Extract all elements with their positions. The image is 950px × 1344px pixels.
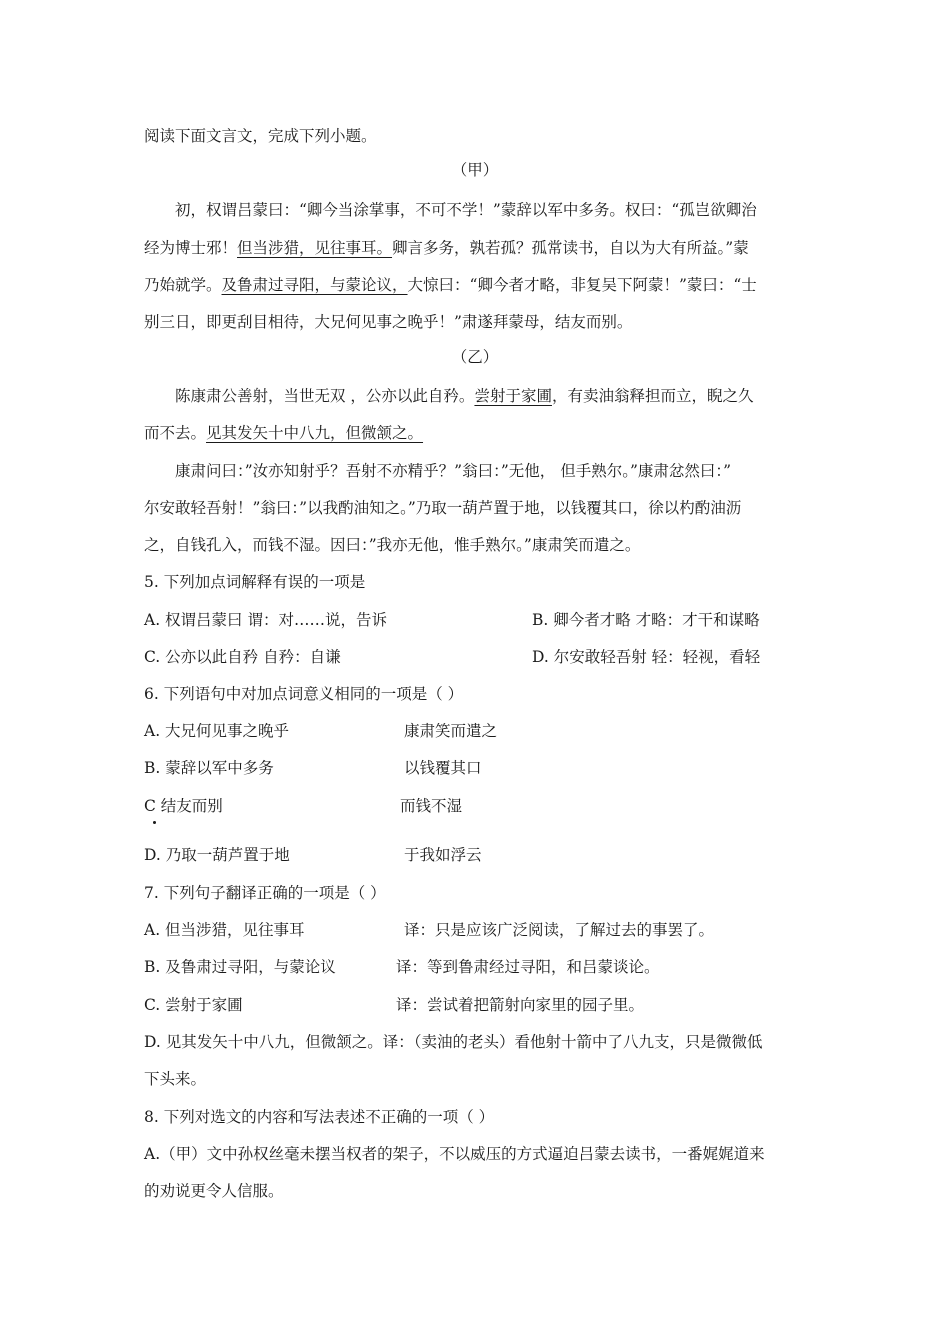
question-7-option-d-line-1: D. 见其发矢十中八九，但微颔之。译：（卖油的老头）看他射十箭中了八九支，只是微微低 [144,1033,763,1051]
question-6-option-b-pair: 以钱覆其口 [404,759,482,777]
question-7-option-a: A. 但当涉猎，见往事耳 [144,921,305,939]
jia-line-4: 别三日，即更刮目相待，大兄何见事之晚乎！”肃遂拜蒙母，结友而别。 [144,313,633,331]
question-7-option-b-translation: 译：等到鲁肃经过寻阳，和吕蒙谈论。 [396,958,660,976]
underlined-phrase: 但当涉猎，见往事耳。 [237,239,393,257]
question-6-option-a: A. 大兄何见事之晚乎 [144,722,290,740]
underlined-phrase: 见其发矢十中八九，但微颔之。 [206,424,424,442]
yi-line-3: 康肃问曰：”汝亦知射乎？吾射不亦精乎？”翁曰：”无他， 但手熟尔。”康肃忿然曰：” [175,462,732,480]
yi-line-2: 而不去。见其发矢十中八九，但微颔之。 [144,424,424,442]
yi-line-5: 之，自钱孔入，而钱不湿。因曰：”我亦无他，惟手熟尔。”康肃笑而遣之。 [144,536,641,554]
underlined-phrase: 及鲁肃过寻阳，与蒙论议， [221,276,408,294]
question-7-option-b: B. 及鲁肃过寻阳，与蒙论议 [144,958,336,976]
question-5-option-b: B. 卿今者才略 才略：才干和谋略 [532,611,760,629]
question-6-option-c-pair: 而钱不湿 [400,797,463,815]
question-6-option-c: C 结友而别 [144,797,223,815]
question-8-option-a-line-1: A.（甲）文中孙权丝毫未摆当权者的架子，不以威压的方式逼迫吕蒙去读书，一番娓娓道来 [144,1145,765,1163]
question-8-option-a-line-2: 的劝说更令人信服。 [144,1182,284,1200]
section-heading-yi: （乙） [451,348,499,366]
question-7-option-d-line-2: 下头来。 [144,1070,207,1088]
question-6-stem: 6. 下列语句中对加点词意义相同的一项是（ ） [144,685,464,703]
question-5-option-a: A. 权谓吕蒙曰 谓：对……说，告诉 [144,611,387,629]
underlined-phrase: 尝射于家圃 [474,387,552,405]
question-7-stem: 7. 下列句子翻译正确的一项是（ ） [144,884,386,902]
intro-text: 阅读下面文言文，完成下列小题。 [144,127,377,145]
yi-line-4: 尔安敢轻吾射！”翁曰：”以我酌油知之。”乃取一葫芦置于地，以钱覆其口，徐以杓酌油沥 [144,499,742,517]
question-6-option-d: D. 乃取一葫芦置于地 [144,846,290,864]
jia-line-2: 经为博士邪！但当涉猎，见往事耳。卿言多务，孰若孤？孤常读书，自以为大有所益。”蒙 [144,239,749,257]
yi-line-1: 陈康肃公善射，当世无双 ，公亦以此自矜。尝射于家圃，有卖油翁释担而立，睨之久 [175,387,754,405]
question-6-option-a-pair: 康肃笑而遣之 [404,722,498,740]
question-7-option-c: C. 尝射于家圃 [144,996,243,1014]
question-5-option-c: C. 公亦以此自矜 自矜：自谦 [144,648,341,666]
question-6-option-d-pair: 于我如浮云 [404,846,482,864]
stray-dot-mark [153,821,156,824]
jia-line-1: 初，权谓吕蒙曰：“卿今当涂掌事，不可不学！”蒙辞以军中多务。权曰：“孤岂欲卿治 [175,201,757,219]
section-heading-jia: （甲） [451,161,499,179]
jia-line-3: 乃始就学。及鲁肃过寻阳，与蒙论议，大惊曰：“卿今者才略，非复吴下阿蒙！”蒙曰：“士 [144,276,757,294]
question-8-stem: 8. 下列对选文的内容和写法表述不正确的一项（ ） [144,1108,495,1126]
question-5-option-d: D. 尔安敢轻吾射 轻：轻视，看轻 [532,648,761,666]
question-7-option-a-translation: 译：只是应该广泛阅读，了解过去的事罢了。 [404,921,715,939]
question-6-option-b: B. 蒙辞以军中多务 [144,759,274,777]
question-5-stem: 5. 下列加点词解释有误的一项是 [144,573,366,591]
question-7-option-c-translation: 译：尝试着把箭射向家里的园子里。 [396,996,645,1014]
